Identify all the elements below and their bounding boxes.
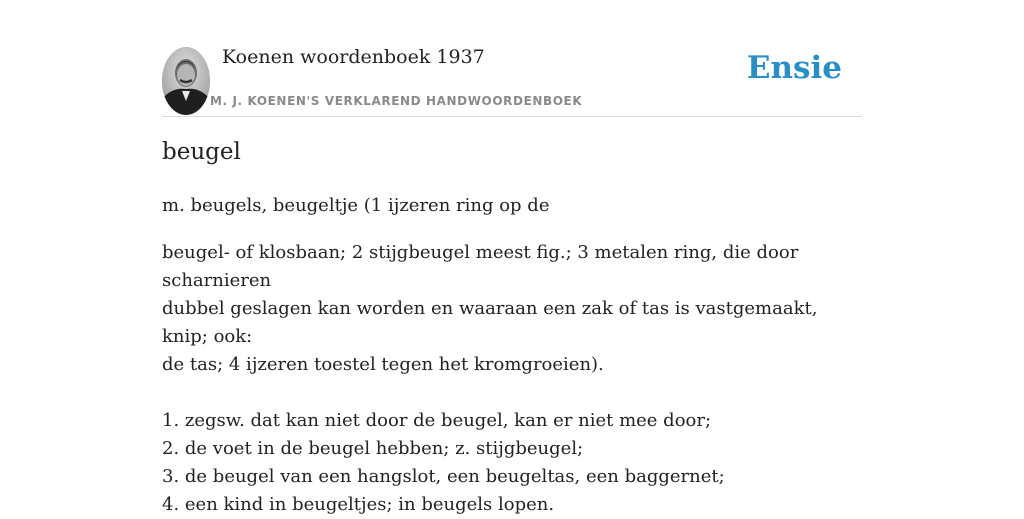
- example-item: 1. zegsw. dat kan niet door de beugel, kan er niet mee door;: [162, 410, 712, 431]
- example-item: 3. de beugel van een hangslot, een beugeltas, een baggernet;: [162, 466, 725, 487]
- author-portrait: [162, 47, 210, 115]
- definition-line: dubbel geslagen kan worden en waaraan een zak of tas is vastgemaakt, knip; ook:: [162, 298, 818, 347]
- entry-grammar: m. beugels, beugeltje (1 ijzeren ring op de: [162, 195, 550, 216]
- source-title[interactable]: Koenen woordenboek 1937: [222, 46, 485, 68]
- definition-line: beugel- of klosbaan; 2 stijgbeugel meest fig.; 3 metalen ring, die door scharnieren: [162, 242, 799, 291]
- portrait-icon: [162, 47, 210, 115]
- ensie-logo-link[interactable]: Ensie: [746, 50, 842, 86]
- example-item: 2. de voet in de beugel hebben; z. stijgbeugel;: [162, 438, 584, 459]
- definition-line: de tas; 4 ijzeren toestel tegen het kromgroeien).: [162, 354, 604, 375]
- entry-definition: [162, 239, 862, 379]
- entry-content: [162, 192, 862, 519]
- entry-examples: [162, 407, 862, 519]
- source-header: [162, 44, 862, 117]
- example-item: 4. een kind in beugeltjes; in beugels lopen.: [162, 494, 555, 515]
- entry-headword: beugel: [162, 139, 241, 165]
- source-subtitle: M. J. KOENEN'S VERKLAREND HANDWOORDENBOEK: [210, 94, 583, 108]
